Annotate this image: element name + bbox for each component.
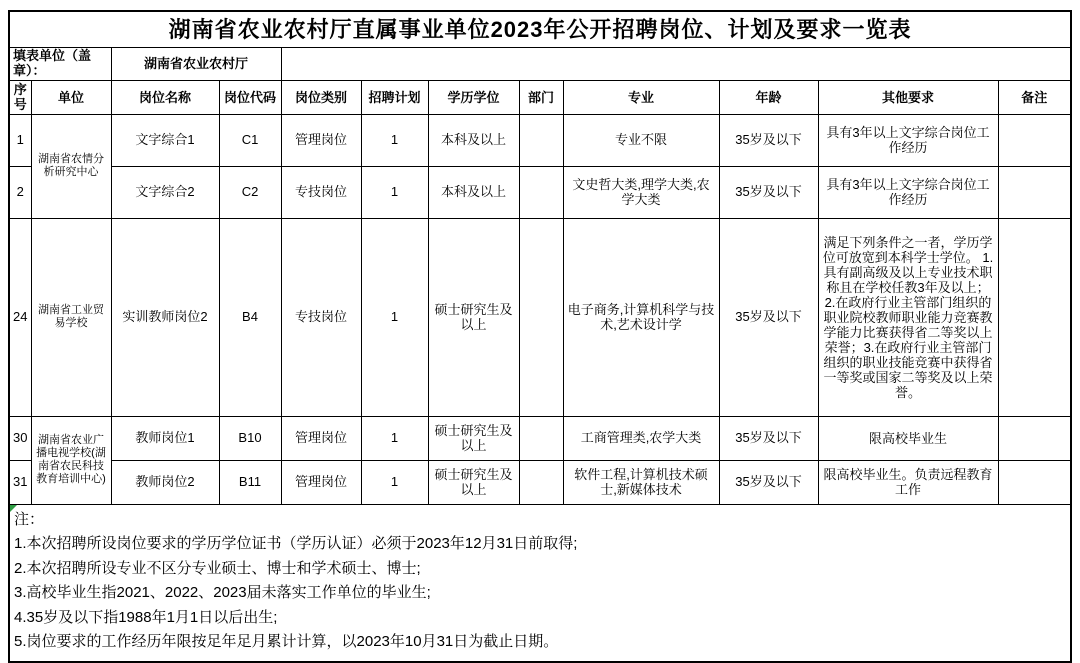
- notes-lines: [14, 532, 1066, 655]
- cell-other: 具有3年以上文字综合岗位工作经历: [818, 166, 998, 218]
- note-line: 4.35岁及以下指1988年1月1日以后出生;: [14, 608, 278, 626]
- cell-code: B10: [219, 416, 281, 460]
- cell-post: 教师岗位1: [111, 416, 219, 460]
- header-row: [9, 80, 1071, 114]
- cell-age: 35岁及以下: [719, 460, 818, 504]
- cell-remark: [998, 114, 1071, 166]
- note-line: 2.本次招聘所设专业不区分专业硕士、博士和学术硕士、博士;: [14, 559, 421, 577]
- cell-no: 30: [9, 416, 31, 460]
- cell-major: 软件工程,计算机技术硕士,新媒体技术: [563, 460, 719, 504]
- cell-age: 35岁及以下: [719, 166, 818, 218]
- cell-other: 限高校毕业生。负责远程教育工作: [818, 460, 998, 504]
- cell-age: 35岁及以下: [719, 416, 818, 460]
- cell-unit: 湖南省工业贸易学校: [31, 218, 111, 416]
- column-header: 专业: [563, 80, 719, 114]
- notes-row: [9, 504, 1071, 662]
- cell-dept: [519, 166, 563, 218]
- column-header: 岗位名称: [111, 80, 219, 114]
- cell-category: 专技岗位: [281, 218, 361, 416]
- column-header: 单位: [31, 80, 111, 114]
- cell-other: 具有3年以上文字综合岗位工作经历: [818, 114, 998, 166]
- cell-code: B4: [219, 218, 281, 416]
- table-row: [9, 218, 1071, 416]
- cell-plan: 1: [361, 460, 428, 504]
- cell-dept: [519, 114, 563, 166]
- column-header: 招聘计划: [361, 80, 428, 114]
- cell-remark: [998, 460, 1071, 504]
- comment-triangle-icon: [10, 505, 17, 512]
- cell-category: 专技岗位: [281, 166, 361, 218]
- cell-no: 31: [9, 460, 31, 504]
- cell-dept: [519, 460, 563, 504]
- cell-unit: 湖南省农业广播电视学校(湖南省农民科技教育培训中心): [31, 416, 111, 504]
- cell-degree: 本科及以上: [428, 114, 519, 166]
- table-row: [9, 114, 1071, 166]
- cell-no: 1: [9, 114, 31, 166]
- cell-major: 专业不限: [563, 114, 719, 166]
- column-header: 备注: [998, 80, 1071, 114]
- cell-major: 工商管理类,农学大类: [563, 416, 719, 460]
- form-unit-value: 湖南省农业农村厅: [111, 48, 281, 81]
- cell-post: 实训教师岗位2: [111, 218, 219, 416]
- cell-degree: 硕士研究生及以上: [428, 218, 519, 416]
- cell-category: 管理岗位: [281, 460, 361, 504]
- form-unit-label: 填表单位（盖章）：: [9, 48, 111, 81]
- cell-other: 限高校毕业生: [818, 416, 998, 460]
- cell-degree: 本科及以上: [428, 166, 519, 218]
- title-row: [9, 11, 1071, 48]
- page-title: 湖南省农业农村厅直属事业单位2023年公开招聘岗位、计划及要求一览表: [9, 11, 1071, 48]
- table-body: [9, 114, 1071, 504]
- cell-post: 教师岗位2: [111, 460, 219, 504]
- table-row: [9, 166, 1071, 218]
- cell-category: 管理岗位: [281, 416, 361, 460]
- cell-dept: [519, 416, 563, 460]
- column-header: 岗位代码: [219, 80, 281, 114]
- cell-code: B11: [219, 460, 281, 504]
- cell-plan: 1: [361, 114, 428, 166]
- cell-unit: 湖南省农情分析研究中心: [31, 114, 111, 218]
- cell-other: 满足下列条件之一者，学历学位可放宽到本科学士学位。 1.具有副高级及以上专业技术职称且在学校任教3年及以上； 2.在政府行业主管部门组织的职业院校教师职业能力竞赛教学能力比赛获得省二等奖以上荣誉；3.在政府行业主管部门组织的职业技能竞赛中获得省一等奖或国家二等奖及以上荣誉。: [818, 218, 998, 416]
- note-line: 3.高校毕业生指2021、2022、2023届未落实工作单位的毕业生;: [14, 584, 431, 602]
- cell-major: 文史哲大类,理学大类,农学大类: [563, 166, 719, 218]
- cell-post: 文字综合2: [111, 166, 219, 218]
- cell-code: C1: [219, 114, 281, 166]
- cell-dept: [519, 218, 563, 416]
- form-unit-empty-cell: [281, 48, 1071, 81]
- table-row: [9, 416, 1071, 460]
- cell-remark: [998, 218, 1071, 416]
- cell-age: 35岁及以下: [719, 114, 818, 166]
- column-header: 学历学位: [428, 80, 519, 114]
- form-unit-row: [9, 48, 1071, 81]
- cell-degree: 硕士研究生及以上: [428, 460, 519, 504]
- column-header: 部门: [519, 80, 563, 114]
- note-line: 1.本次招聘所设岗位要求的学历学位证书（学历认证）必须于2023年12月31日前取得;: [14, 535, 578, 553]
- cell-post: 文字综合1: [111, 114, 219, 166]
- cell-plan: 1: [361, 416, 428, 460]
- note-line: 5.岗位要求的工作经历年限按足年足月累计计算，以2023年10月31日为截止日期。: [14, 633, 559, 651]
- cell-remark: [998, 166, 1071, 218]
- cell-code: C2: [219, 166, 281, 218]
- cell-no: 2: [9, 166, 31, 218]
- cell-no: 24: [9, 218, 31, 416]
- cell-major: 电子商务,计算机科学与技术,艺术设计学: [563, 218, 719, 416]
- column-header: 序号: [9, 80, 31, 114]
- cell-plan: 1: [361, 166, 428, 218]
- column-header: 岗位类别: [281, 80, 361, 114]
- column-header: 其他要求: [818, 80, 998, 114]
- cell-age: 35岁及以下: [719, 218, 818, 416]
- column-header: 年龄: [719, 80, 818, 114]
- cell-degree: 硕士研究生及以上: [428, 416, 519, 460]
- recruitment-table: [8, 10, 1072, 663]
- cell-category: 管理岗位: [281, 114, 361, 166]
- table-row: [9, 460, 1071, 504]
- cell-plan: 1: [361, 218, 428, 416]
- notes-cell: [9, 504, 1071, 662]
- cell-remark: [998, 416, 1071, 460]
- notes-heading: 注：: [14, 510, 45, 528]
